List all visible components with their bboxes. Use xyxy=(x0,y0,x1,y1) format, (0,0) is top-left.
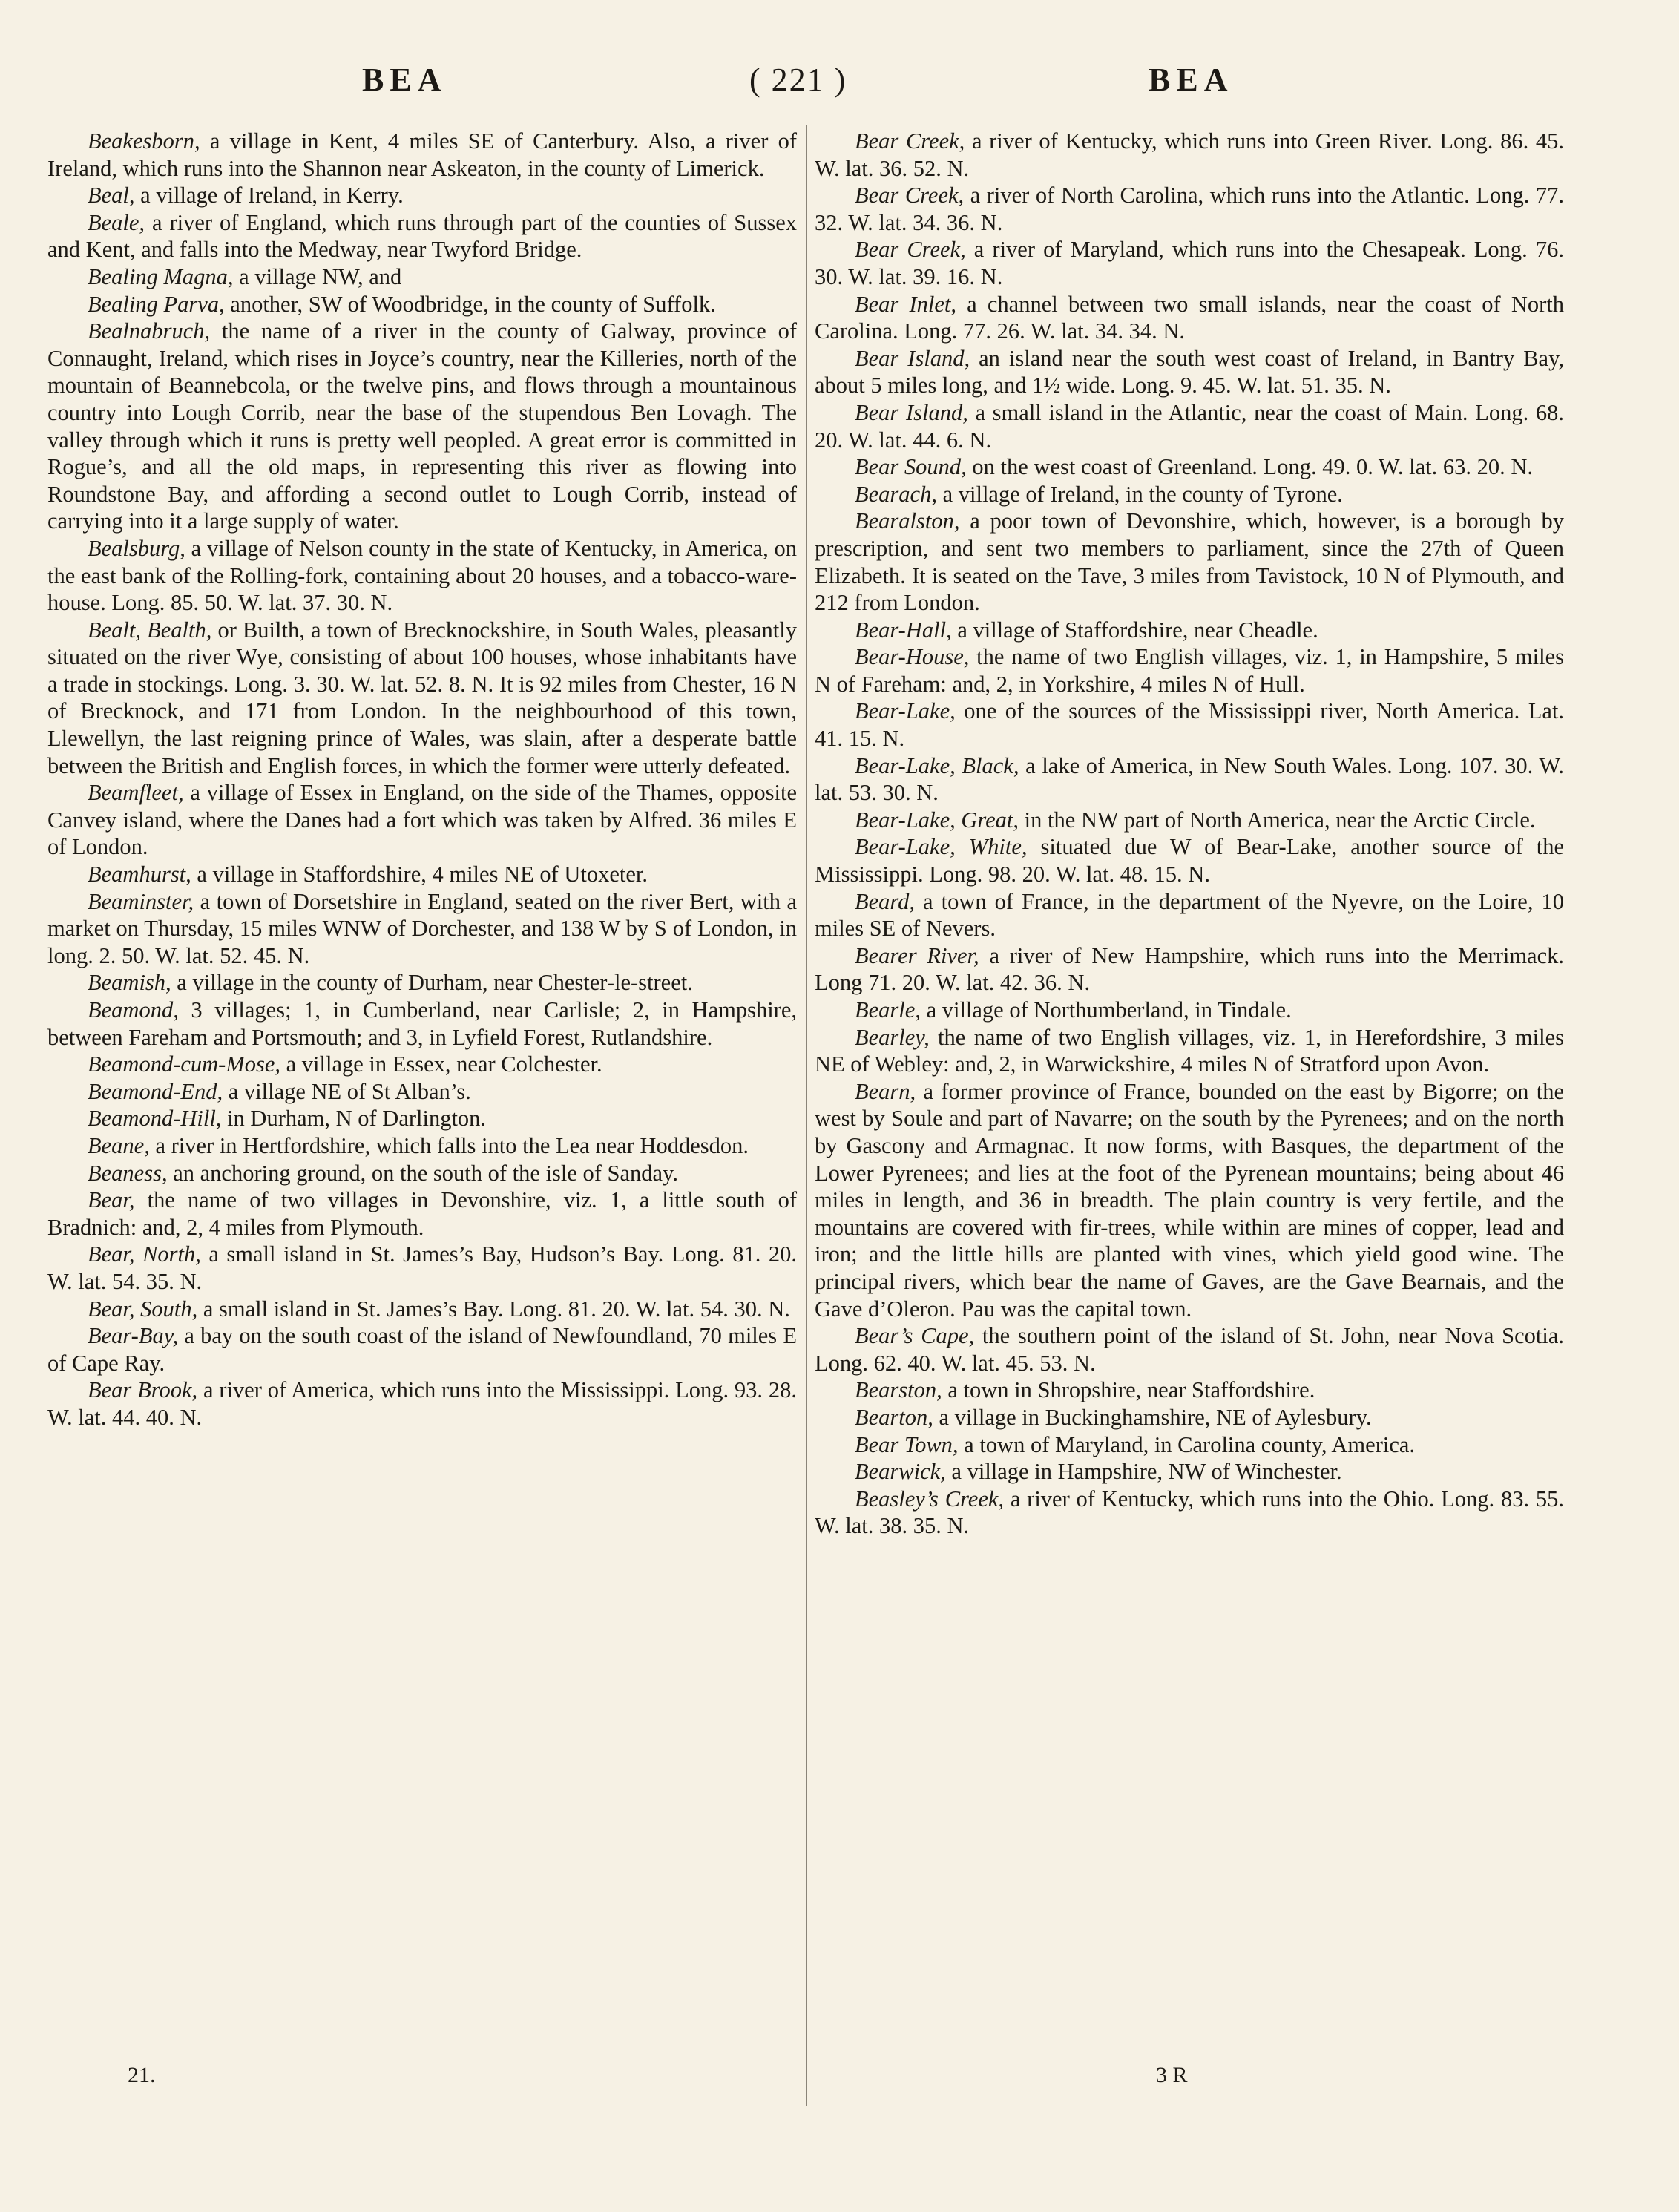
page-number: ( 221 ) xyxy=(749,62,847,98)
entry-text: a village NE of St Alban’s. xyxy=(223,1078,471,1104)
gazetteer-entry xyxy=(47,1187,797,1241)
gazetteer-entry xyxy=(815,1376,1564,1404)
gazetteer-entry xyxy=(47,1105,797,1132)
entry-text: a village of Northumberland, in Tindale. xyxy=(920,997,1292,1023)
entry-text: a town of France, in the department of the Nyevre, on the Loire, 10 miles SE of Nevers. xyxy=(815,888,1564,942)
entry-text: the name of two English villages, viz. 1, in Hampshire, 5 miles N of Fareham: and, 2, in Yorkshire, 4 miles N of Hull. xyxy=(815,644,1564,697)
entry-text: a river of Maryland, which runs into the Chesapeak. Long. 76. 30. W. lat. 39. 16. N. xyxy=(815,237,1565,289)
gazetteer-entry xyxy=(47,1241,797,1295)
entry-headword: Bear-Lake, Great, xyxy=(855,807,1019,833)
gazetteer-entry xyxy=(815,617,1564,644)
gazetteer-entry xyxy=(815,128,1564,182)
entry-headword: Beamond-Hill, xyxy=(88,1106,222,1132)
entry-headword: Bearston, xyxy=(855,1377,942,1403)
entry-text: an island near the south west coast of Ireland, in Bantry Bay, about 5 miles long, and 1½ wide. Long. 9. 45. W. lat. 51. 35. N. xyxy=(815,345,1564,398)
entry-headword: Beamish, xyxy=(88,970,171,996)
gazetteer-entry xyxy=(815,1024,1564,1078)
entry-headword: Bearle, xyxy=(855,997,921,1023)
gazetteer-entry xyxy=(815,481,1564,508)
entry-text: a river of Kentucky, which runs into the Ohio. Long. 83. 55. W. lat. 38. 35. N. xyxy=(815,1486,1564,1539)
entry-headword: Beane, xyxy=(88,1132,150,1158)
entry-text: a river of England, which runs through part of the counties of Sussex and Kent, and falls into the Medway, near Twyford Bridge. xyxy=(47,209,797,263)
signature-mark-right: 3 R xyxy=(1156,2063,1188,2087)
gazetteer-entry xyxy=(47,997,797,1051)
entry-text: a small island in the Atlantic, near the coast of Main. Long. 68. 20. W. lat. 44. 6. N. xyxy=(815,399,1564,453)
entry-text: a village in Essex, near Colchester. xyxy=(280,1051,602,1077)
entry-headword: Beamfleet, xyxy=(88,780,184,806)
entry-headword: Beamond-End, xyxy=(88,1078,223,1104)
gazetteer-entry xyxy=(815,1078,1564,1322)
entry-text: a river of New Hampshire, which runs into the Merrimack. Long 71. 20. W. lat. 42. 36. N. xyxy=(815,942,1565,996)
header-left-catchword: BEA xyxy=(362,62,447,98)
entry-headword: Bearach, xyxy=(855,481,937,507)
entry-headword: Bear-Lake, xyxy=(855,698,956,724)
gazetteer-entry xyxy=(815,453,1564,481)
entry-text: in the NW part of North America, near the Arctic Circle. xyxy=(1019,807,1536,833)
gazetteer-entry xyxy=(47,1078,797,1106)
entry-text: an anchoring ground, on the south of the isle of Sanday. xyxy=(167,1160,678,1186)
gazetteer-entry xyxy=(47,1160,797,1187)
gazetteer-entry xyxy=(815,643,1564,698)
entry-headword: Bear Sound, xyxy=(855,454,967,480)
entry-text: a former province of France, bounded on the east by Bigorre; on the west by Soule and part of Navarre; on the south by the Pyrenees; and on the north by Gascony and Armagnac. It now forms, with Basques, the department of the Lower Pyrenees; and lies at the foot of the Pyrenean mountains; being about 46 miles in length, and 36 in breadth. The plain country is very fertile, and the mountains are covered with fir-trees, while within are mines of copper, lead and iron; and the little hills are planted with vines, which yield good wine. The principal rivers, which bear the name of Gaves, are the Gave Bearnais, and the Gave d’Oleron. Pau was the capital town. xyxy=(815,1078,1564,1322)
entry-headword: Beal, xyxy=(88,183,135,209)
entry-text: situated due W of Bear-Lake, another source of the Mississippi. Long. 98. 20. W. lat. 48. 15. N. xyxy=(815,834,1565,887)
gazetteer-entry xyxy=(815,182,1564,236)
entry-headword: Bearer River, xyxy=(855,942,979,968)
entry-text: a village of Nelson county in the state of Kentucky, in America, on the east bank of the Rolling-fork, containing about 20 houses, and a tobacco-ware-house. Long. 85. 50. W. lat. 37. 30. N. xyxy=(47,535,797,616)
gazetteer-entry xyxy=(815,236,1564,290)
entry-headword: Bear-Lake, White, xyxy=(855,834,1028,860)
entry-text: a poor town of Devonshire, which, however, is a borough by prescription, and sent two members to parliament, since the 27th of Queen Elizabeth. It is seated on the Tave, 3 miles from Tavistock, 10 N of Plymouth, and 212 from London. xyxy=(815,508,1564,616)
entry-text: a village of Essex in England, on the side of the Thames, opposite Canvey island, where the Danes had a fort which was taken by Alfred. 36 miles E of London. xyxy=(47,780,797,860)
entry-headword: Bearley, xyxy=(855,1024,930,1050)
entry-text: on the west coast of Greenland. Long. 49. 0. W. lat. 63. 20. N. xyxy=(966,454,1534,480)
entry-headword: Bearton, xyxy=(855,1404,933,1430)
gazetteer-entry xyxy=(815,508,1564,616)
entry-headword: Bear Island, xyxy=(855,345,970,371)
right-column xyxy=(815,128,1564,1540)
entry-headword: Beamond, xyxy=(88,997,179,1023)
gazetteer-entry xyxy=(815,345,1564,399)
entry-text: one of the sources of the Mississippi river, North America. Lat. 41. 15. N. xyxy=(815,698,1564,752)
entry-text: a small island in St. James’s Bay, Hudson’s Bay. Long. 81. 20. W. lat. 54. 35. N. xyxy=(47,1241,797,1294)
gazetteer-entry xyxy=(815,1458,1564,1486)
gazetteer-entry xyxy=(47,209,797,263)
gazetteer-entry xyxy=(47,182,797,209)
gazetteer-entry xyxy=(815,1322,1564,1376)
running-header xyxy=(0,61,1679,113)
gazetteer-entry xyxy=(47,263,797,291)
gazetteer-entry xyxy=(47,888,797,970)
entry-headword: Beaminster, xyxy=(88,888,194,914)
gazetteer-entry xyxy=(815,399,1564,453)
entry-text: a village of Ireland, in the county of Tyrone. xyxy=(936,481,1343,507)
left-column xyxy=(47,128,797,1431)
gazetteer-entry xyxy=(815,888,1564,942)
gazetteer-entry xyxy=(47,318,797,535)
entry-text: a small island in St. James’s Bay. Long. 81. 20. W. lat. 54. 30. N. xyxy=(197,1296,790,1322)
entry-headword: Bealsburg, xyxy=(88,535,185,561)
entry-headword: Bearalston, xyxy=(855,508,960,534)
gazetteer-entry xyxy=(47,1132,797,1160)
gazetteer-entry xyxy=(47,1376,797,1431)
entry-headword: Bealt, Bealth, xyxy=(88,617,212,643)
entry-headword: Bear-Bay, xyxy=(88,1323,179,1349)
gazetteer-entry xyxy=(47,1051,797,1078)
entry-headword: Bearwick, xyxy=(855,1459,946,1485)
entry-text: a river in Hertfordshire, which falls into the Lea near Hoddesdon. xyxy=(149,1132,749,1158)
entry-headword: Bear-House, xyxy=(855,644,970,670)
entry-headword: Bear Brook, xyxy=(88,1377,198,1403)
gazetteer-entry xyxy=(815,833,1564,887)
entry-headword: Bear-Lake, Black, xyxy=(855,752,1019,778)
entry-headword: Beard, xyxy=(855,888,916,914)
entry-text: a river of North Carolina, which runs into the Atlantic. Long. 77. 32. W. lat. 34. 36. N. xyxy=(815,183,1565,235)
entry-text: 3 villages; 1, in Cumberland, near Carlisle; 2, in Hampshire, between Fareham and Portsmouth; and 3, in Lyfield Forest, Rutlandshire. xyxy=(47,997,797,1050)
entry-headword: Beasley’s Creek, xyxy=(855,1486,1005,1512)
entry-text: a lake of America, in New South Wales. Long. 107. 30. W. lat. 53. 30. N. xyxy=(815,752,1564,806)
entry-text: a bay on the south coast of the island of Newfoundland, 70 miles E of Cape Ray. xyxy=(47,1323,797,1376)
entry-text: a village in Staffordshire, 4 miles NE of Utoxeter. xyxy=(191,862,648,887)
entry-text: a village NW, and xyxy=(233,263,402,289)
gazetteer-entry xyxy=(815,1404,1564,1431)
gazetteer-entry xyxy=(47,128,797,182)
entry-headword: Bear Creek, xyxy=(855,183,965,209)
entry-text: a village in Buckinghamshire, NE of Aylesbury. xyxy=(933,1404,1372,1430)
entry-text: a town of Maryland, in Carolina county, America. xyxy=(958,1431,1416,1457)
entry-headword: Bear, South, xyxy=(88,1296,198,1322)
entry-text: the name of two English villages, viz. 1, in Herefordshire, 3 miles NE of Webley: and, 2, in Warwickshire, 4 miles N of Stratford upon Avon. xyxy=(815,1024,1564,1077)
entry-headword: Bear Creek, xyxy=(855,128,965,154)
entry-headword: Bear Island, xyxy=(855,399,968,425)
entry-text: a village in the county of Durham, near Chester-le-street. xyxy=(171,970,693,996)
gazetteer-entry xyxy=(815,698,1564,752)
entry-text: the name of two villages in Devonshire, viz. 1, a little south of Bradnich: and, 2, 4 miles from Plymouth. xyxy=(47,1187,797,1240)
entry-headword: Bearn, xyxy=(855,1078,916,1104)
gazetteer-entry xyxy=(815,1431,1564,1459)
signature-mark-left: 21. xyxy=(128,2063,156,2087)
column-divider xyxy=(806,125,807,2106)
gazetteer-entry xyxy=(815,1486,1564,1540)
entry-headword: Bear’s Cape, xyxy=(855,1323,975,1349)
gazetteer-entry xyxy=(815,752,1564,807)
entry-text: the name of a river in the county of Galway, province of Connaught, Ireland, which rises in Joyce’s country, near the Killeries, north of the mountain of Beannebcola, or the twelve pins, and flows through a mountainous country into Lough Corrib, near the base of the stupendous Ben Lovagh. The valley through which it runs is pretty well peopled. A great error is committed in Rogue’s, and all the old maps, in representing this river as flowing into Roundstone Bay, and affording a second outlet to Lough Corrib, instead of carrying into it a large supply of water. xyxy=(47,318,797,534)
gazetteer-entry xyxy=(47,861,797,888)
entry-text: a town of Dorsetshire in England, seated on the river Bert, with a market on Thursday, 15 miles WNW of Dorchester, and 138 W by S of London, in long. 2. 50. W. lat. 52. 45. N. xyxy=(47,888,797,968)
gazetteer-entry xyxy=(47,1296,797,1323)
entry-text: a village of Staffordshire, near Cheadle. xyxy=(951,617,1318,643)
gazetteer-entry xyxy=(815,291,1564,345)
entry-text: a village in Hampshire, NW of Winchester. xyxy=(945,1459,1342,1485)
entry-text: or Builth, a town of Brecknockshire, in South Wales, pleasantly situated on the river Wye, consisting of about 100 houses, whose inhabitants have a trade in stockings. Long. 3. 30. W. lat. 52. 8. N. It is 92 miles from Chester, 16 N of Brecknock, and 171 from London. In the neighbourhood of this town, Llewellyn, the last reigning prince of Wales, was slain, after a desperate battle between the British and English forces, in which the former were utterly defeated. xyxy=(47,617,798,778)
entry-text: a town in Shropshire, near Staffordshire. xyxy=(942,1377,1315,1403)
entry-text: a village of Ireland, in Kerry. xyxy=(134,183,404,209)
gazetteer-entry xyxy=(47,779,797,861)
header-right-catchword: BEA xyxy=(1149,62,1234,98)
gazetteer-entry xyxy=(47,617,797,780)
entry-headword: Bear-Hall, xyxy=(855,617,952,643)
entry-text: another, SW of Woodbridge, in the county of Suffolk. xyxy=(224,291,716,317)
gazetteer-entry xyxy=(47,969,797,997)
entry-headword: Bealnabruch, xyxy=(88,318,211,344)
entry-text: a river of America, which runs into the Mississippi. Long. 93. 28. W. lat. 44. 40. N. xyxy=(47,1377,797,1430)
gazetteer-entry xyxy=(815,942,1564,997)
entry-headword: Bear, xyxy=(88,1187,135,1213)
entry-headword: Bear Inlet, xyxy=(855,291,956,317)
entry-headword: Beale, xyxy=(88,209,145,235)
entry-headword: Bear Creek, xyxy=(855,237,966,263)
entry-headword: Beaness, xyxy=(88,1160,168,1186)
entry-headword: Bear Town, xyxy=(855,1431,959,1457)
gazetteer-entry xyxy=(47,1322,797,1376)
entry-headword: Bear, North, xyxy=(88,1241,201,1267)
entry-headword: Beamond-cum-Mose, xyxy=(88,1051,281,1077)
entry-headword: Beamhurst, xyxy=(88,862,191,887)
entry-headword: Bealing Parva, xyxy=(88,291,225,317)
gazetteer-entry xyxy=(47,291,797,318)
entry-text: a village in Kent, 4 miles SE of Canterbury. Also, a river of Ireland, which runs into the Shannon near Askeaton, in the county of Limerick. xyxy=(47,128,797,181)
entry-text: a river of Kentucky, which runs into Green River. Long. 86. 45. W. lat. 36. 52. N. xyxy=(815,128,1565,181)
entry-text: in Durham, N of Darlington. xyxy=(221,1106,487,1132)
entry-text: the southern point of the island of St. John, near Nova Scotia. Long. 62. 40. W. lat. 45. 53. N. xyxy=(815,1323,1564,1376)
entry-text: a channel between two small islands, near the coast of North Carolina. Long. 77. 26. W. lat. 34. 34. N. xyxy=(815,291,1564,344)
gazetteer-entry xyxy=(815,807,1564,834)
entry-headword: Bealing Magna, xyxy=(88,263,234,289)
entry-headword: Beakesborn, xyxy=(88,128,200,154)
gazetteer-entry xyxy=(815,997,1564,1024)
gazetteer-entry xyxy=(47,535,797,617)
